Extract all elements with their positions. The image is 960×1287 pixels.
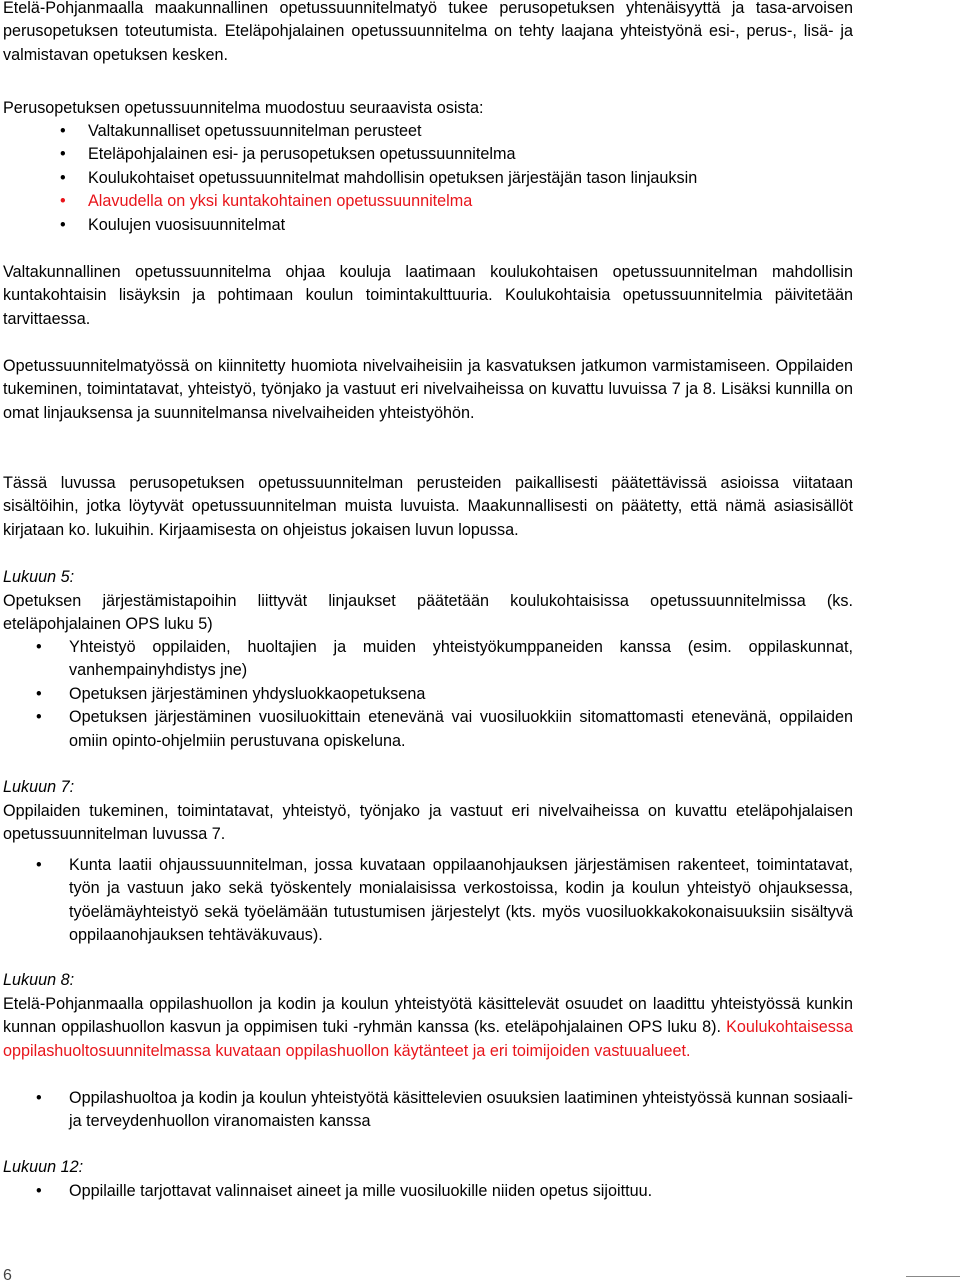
list-item: • Oppilashuoltoa ja kodin ja koulun yhteistyötä käsittelevien osuuksien laatiminen yhteistyössä kunnan sosiaali- ja terveydenhuollon viranomaisten kanssa [36, 1089, 853, 1131]
bullet-icon: • [36, 1089, 42, 1107]
chapter-7-heading: Lukuun 7: [3, 778, 75, 796]
list-item: • Opetuksen järjestäminen yhdysluokkaopetuksena [3, 683, 853, 706]
chapter-8-list [3, 1087, 853, 1134]
list-item-highlighted: • Alavudella on yksi kuntakohtainen opetussuunnitelma [3, 190, 853, 213]
list-item: • Kunta laatii ohjaussuunnitelman, jossa kuvataan oppilaanohjauksen järjestämisen rakenteet, toimintatavat, työn ja vastuun jako sekä työskentely monialaisissa verkostoissa, kodin ja koulun yhteistyö ohjauksessa, työelämäyhteistyö sekä työelämään tutustumisen järjestelyt (kts. myös vuosiluokkakokonaisuuksiin sisältyvä oppilaanohjauksen tehtäväkuvaus). [36, 856, 853, 945]
list-item: • Koulukohtaiset opetussuunnitelmat mahdollisin opetuksen järjestäjän tason linjauksin [3, 167, 853, 190]
bullet-icon: • [60, 215, 66, 234]
list-item: • Yhteistyö oppilaiden, huoltajien ja muiden yhteistyökumppaneiden kanssa (esim. oppilaskunnat, vanhempainyhdistys jne) [36, 638, 853, 680]
chapter-5-text: Opetuksen järjestämistapoihin liittyvät linjaukset päätetään koulukohtaisissa opetussuunnitelmissa (ks. eteläpohjalainen OPS luku 5) [3, 592, 853, 634]
bullet-icon: • [60, 192, 66, 211]
chapter-7-text: Oppilaiden tukeminen, toimintatavat, yhteistyö, työnjako ja vastuut eri nivelvaiheissa on kuvattu eteläpohjalaisen opetussuunnitelman luvussa 7. [3, 802, 853, 844]
bullet-icon: • [36, 1182, 42, 1200]
bullet-icon: • [60, 122, 66, 140]
list-item: • Koulujen vuosisuunnitelmat [3, 214, 853, 237]
chapter-12-list [3, 1180, 853, 1203]
bullet-icon: • [36, 684, 42, 703]
structure-list [3, 120, 853, 237]
bullet-icon: • [36, 708, 42, 727]
intro-paragraph: Etelä-Pohjanmaalla maakunnallinen opetussuunnitelmatyö tukee perusopetuksen yhtenäisyyttä ja tasa-arvoisen perusopetuksen toteutumista. Eteläpohjalainen opetussuunnitelma on tehty laajana yhteistyönä esi-, perus-, lisä- ja valmistavan opetuksen kesken. [3, 0, 853, 64]
chapter-12-heading: Lukuun 12: [3, 1158, 84, 1176]
local-decisions-paragraph: Tässä luvussa perusopetuksen opetussuunnitelman perusteiden paikallisesti päätettävissä asioissa viitataan sisältöihin, jotka löytyvät opetussuunnitelman muista luvuista. Maakunnallisesti on päätetty, että nämä asiasisällöt kirjataan ko. lukuihin. Kirjaamisesta on ohjeistus jokaisen luvun lopussa. [3, 474, 853, 539]
structure-lead: Perusopetuksen opetussuunnitelma muodostuu seuraavista osista: [3, 99, 484, 117]
footer-divider [906, 1276, 960, 1277]
chapter-5-heading: Lukuun 5: [3, 568, 75, 586]
bullet-icon: • [60, 145, 66, 164]
list-item: • Eteläpohjalainen esi- ja perusopetuksen opetussuunnitelma [3, 143, 853, 166]
bullet-icon: • [36, 856, 42, 874]
chapter-8-text: Etelä-Pohjanmaalla oppilashuollon ja kodin ja koulun yhteistyötä käsittelevät osuudet on laadittu yhteistyössä kunkin kunnan oppilashuollon kasvun ja oppimisen tuki -ryhmän kanssa (ks. eteläpohjalainen OPS luku 8). Koulukohtaisessa oppilashuoltosuunnitelmassa kuvataan oppilashuollon käytänteet ja eri toimijoiden vastuualueet. [3, 995, 853, 1060]
list-item: • Oppilaille tarjottavat valinnaiset aineet ja mille vuosiluokille niiden opetus sijoittuu. [3, 1180, 853, 1203]
bullet-icon: • [36, 638, 42, 656]
chapter-5-list [3, 636, 853, 753]
bullet-icon: • [60, 168, 66, 187]
national-curriculum-paragraph: Valtakunnallinen opetussuunnitelma ohjaa kouluja laatimaan koulukohtaisen opetussuunnitelman mahdollisin kuntakohtaisin lisäyksin ja pohtimaan koulun toimintakulttuuria. Koulukohtaisia opetussuunnitelmia päivitetään tarvittaessa. [3, 263, 853, 328]
list-item: • Opetuksen järjestäminen vuosiluokittain etenevänä vai vuosiluokkiin sitomattomasti etenevänä, oppilaiden omiin opinto-ohjelmiin perustuvana opiskeluna. [36, 708, 853, 750]
chapter-8-highlighted-text: Koulukohtaisessa oppilashuoltosuunnitelmassa kuvataan oppilashuollon käytänteet ja eri toimijoiden vastuualueet. [3, 1018, 853, 1060]
list-item: • Valtakunnalliset opetussuunnitelman perusteet [3, 120, 853, 143]
page-number: 6 [3, 1267, 12, 1284]
chapter-8-heading: Lukuun 8: [3, 971, 75, 989]
transition-paragraph: Opetussuunnitelmatyössä on kiinnitetty huomiota nivelvaiheisiin ja kasvatuksen jatkumon varmistamiseen. Oppilaiden tukeminen, toimintatavat, yhteistyö, työnjako ja vastuut eri nivelvaiheissa on kuvattu luvuissa 7 ja 8. Lisäksi kunnilla on omat linjauksensa ja suunnitelmansa nivelvaiheiden yhteistyöhön. [3, 357, 853, 422]
chapter-7-list [3, 854, 853, 948]
